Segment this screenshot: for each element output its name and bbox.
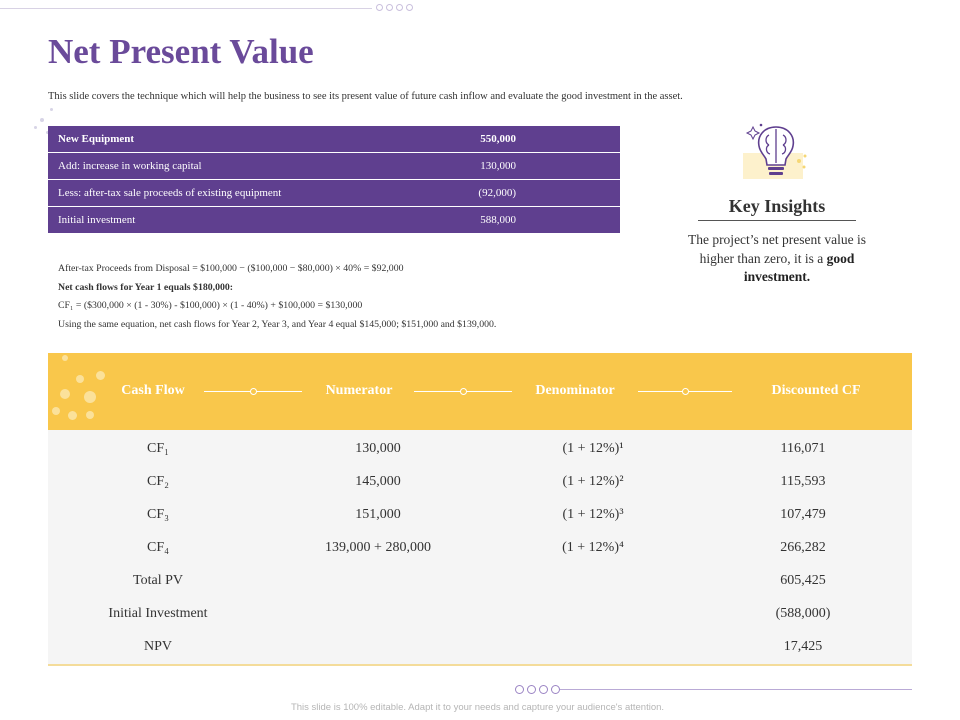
brain-lightbulb-icon (741, 121, 811, 183)
cell-numerator: 145,000 (355, 474, 401, 489)
header-discounted-cf: Discounted CF (771, 383, 861, 398)
cell-numerator: 139,000 + 280,000 (325, 540, 431, 555)
cell-discounted-cf: 107,479 (780, 507, 826, 522)
key-insights-title: Key Insights (728, 196, 826, 216)
top-dots-decoration (376, 4, 413, 11)
formula-line: Net cash flows for Year 1 equals $180,000: (58, 281, 234, 293)
decor-dot (96, 371, 105, 380)
page-title: Net Present Value (48, 32, 314, 71)
header-numerator: Numerator (325, 383, 393, 398)
cell-discounted-cf: 116,071 (780, 441, 826, 456)
table-row (48, 498, 912, 531)
row-label: Less: after-tax sale proceeds of existing equipment (48, 180, 306, 207)
table-row (48, 630, 912, 663)
formula-line: After-tax Proceeds from Disposal = $100,000 − ($100,000 − $80,000) × 40% = $92,000 (58, 263, 404, 274)
cell-cash-flow: NPV (143, 639, 172, 654)
key-insights-rule (698, 220, 856, 221)
header-denominator: Denominator (535, 383, 615, 398)
cell-numerator: 130,000 (355, 441, 401, 456)
page-subtitle: This slide covers the technique which will help the business to see its present value of future cash inflow and evaluate the good investment in the asset. (48, 91, 683, 102)
row-value: 130,000 (306, 153, 620, 180)
header-connector (204, 391, 302, 392)
decor-dot (76, 375, 84, 383)
table-row (48, 153, 620, 180)
row-label: New Equipment (48, 126, 306, 153)
cell-denominator: (1 + 12%)³ (562, 507, 624, 522)
table-row (48, 531, 912, 564)
footer-note: This slide is 100% editable. Adapt it to your needs and capture your audience's attention. (290, 702, 665, 713)
row-value: 550,000 (306, 126, 620, 153)
decor-dot (34, 126, 37, 129)
bottom-divider (560, 689, 912, 690)
cell-discounted-cf: 605,425 (780, 573, 826, 588)
row-value: (92,000) (306, 180, 620, 207)
cell-cash-flow: CF₃ (146, 507, 169, 522)
cash-flow-header-band (48, 353, 912, 430)
bottom-dots-decoration (515, 685, 560, 694)
cell-cash-flow: CF₂ (146, 474, 169, 489)
cell-denominator: (1 + 12%)² (562, 474, 624, 489)
formula-block (58, 260, 496, 334)
table-row (48, 207, 620, 234)
cell-discounted-cf: (588,000) (775, 606, 831, 621)
cell-cash-flow: CF₄ (146, 540, 169, 555)
table-row (48, 465, 912, 498)
table-row (48, 432, 912, 465)
row-label: Initial investment (48, 207, 306, 234)
cell-denominator: (1 + 12%)⁴ (562, 540, 624, 555)
decor-dot (40, 118, 44, 122)
cell-cash-flow: Total PV (133, 573, 183, 588)
investment-table (48, 126, 620, 234)
header-connector (638, 391, 732, 392)
key-insights-text: The project’s net present value is higher than zero, it is a good investment. (687, 232, 867, 284)
cell-cash-flow: CF₁ (146, 441, 169, 456)
decor-dot (60, 389, 70, 399)
cell-cash-flow: Initial Investment (108, 606, 208, 621)
table-row (48, 180, 620, 207)
cell-numerator: 151,000 (355, 507, 401, 522)
table-row (48, 597, 912, 630)
header-cash-flow: Cash Flow (121, 383, 185, 398)
cell-discounted-cf: 115,593 (780, 474, 826, 489)
table-row (48, 564, 912, 597)
cash-flow-table (48, 430, 912, 666)
header-connector (414, 391, 512, 392)
formula-line: Using the same equation, net cash flows for Year 2, Year 3, and Year 4 equal $145,000; $151,000 and $139,000. (58, 318, 497, 330)
table-row (48, 126, 620, 153)
top-divider (0, 8, 372, 9)
decor-dot (62, 355, 68, 361)
cell-denominator: (1 + 12%)¹ (562, 441, 624, 456)
row-label: Add: increase in working capital (48, 153, 306, 180)
row-value: 588,000 (306, 207, 620, 234)
formula-line: CF₁ = ($300,000 × (1 - 30%) - $100,000) × (1 - 40%) + $100,000 = $130,000 (58, 300, 363, 311)
cell-discounted-cf: 17,425 (783, 639, 823, 654)
decor-dot (50, 108, 53, 111)
decor-dot (86, 411, 94, 419)
decor-dot (52, 407, 60, 415)
decor-dot (68, 411, 77, 420)
cell-discounted-cf: 266,282 (780, 540, 826, 555)
key-insights-emphasis: good investment. (743, 250, 855, 284)
